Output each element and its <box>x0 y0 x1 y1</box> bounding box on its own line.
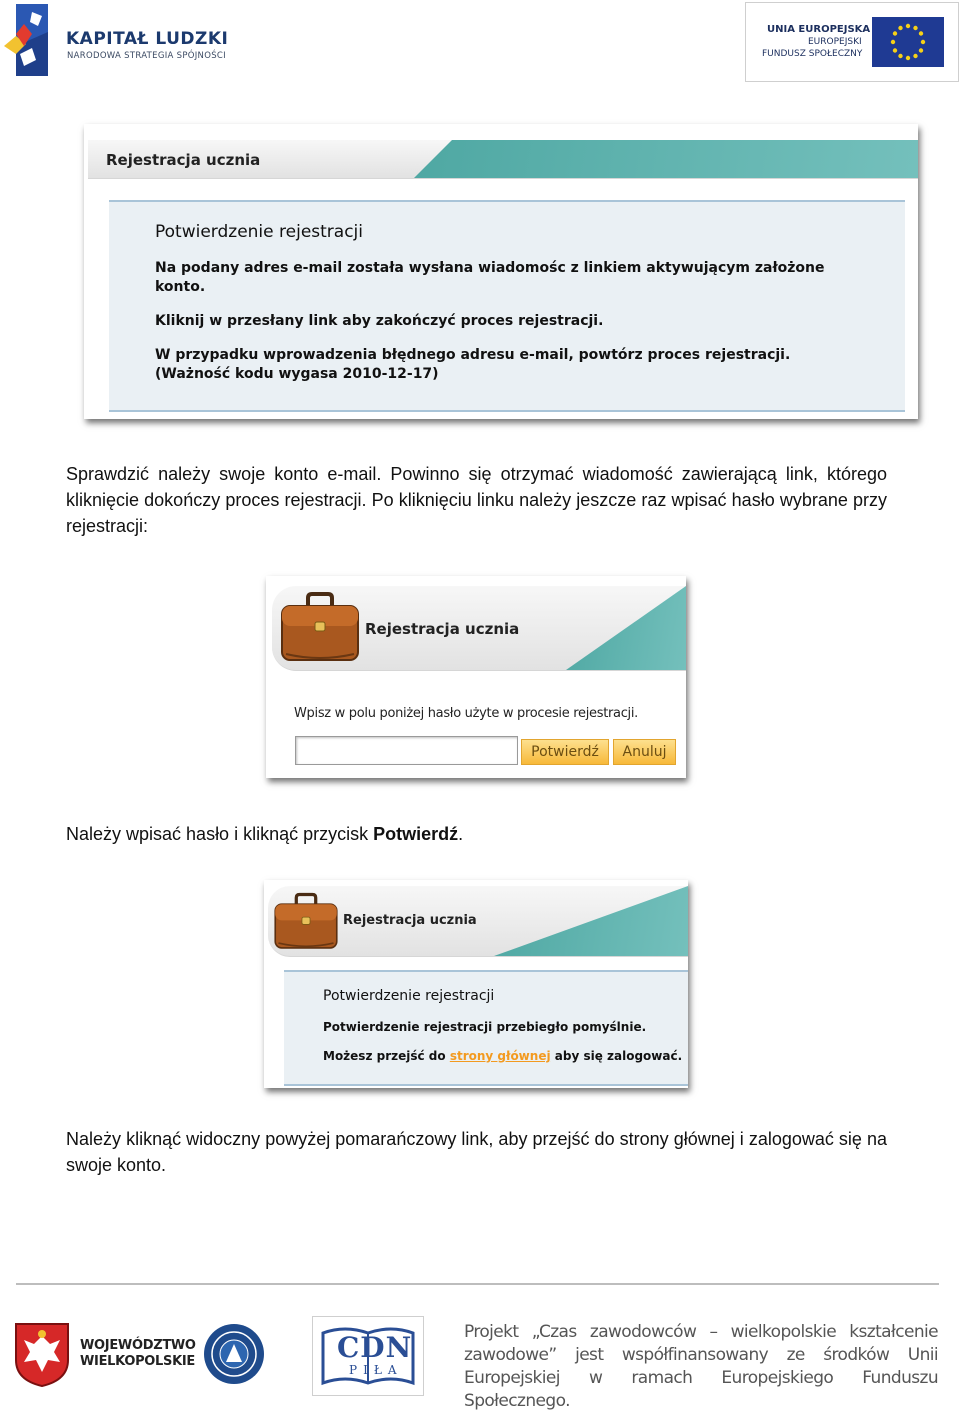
confirm-button[interactable]: Potwierdź <box>521 739 609 765</box>
success-heading: Potwierdzenie rejestracji <box>323 988 495 1004</box>
instruction-paragraph-3: Należy kliknąć widoczny powyżej pomarańczowy link, aby przejść do strony głównej i zalogować się na swoje konto. <box>66 1129 887 1175</box>
password-input[interactable] <box>295 736 518 765</box>
panel-header-title: Rejestracja ucznia <box>106 151 261 169</box>
success-line-2-pre: Możesz przejść do <box>323 1049 450 1063</box>
success-box <box>284 970 688 1086</box>
success-line-2 <box>323 1047 682 1066</box>
wielkopolska-line1: WOJEWÓDZTWO <box>80 1338 196 1353</box>
instruction-paragraph-1: Sprawdzić należy swoje konto e-mail. Powinno się otrzymać wiadomość zawierającą link, którego kliknięcie dokończy proces rejestracji. Po kliknięciu linku należy jeszcze raz wpisać hasło wybrane przy rejestracji: <box>66 464 887 536</box>
password-confirm-screenshot <box>266 576 686 778</box>
eu-line1: UNIA EUROPEJSKA <box>767 24 871 35</box>
kapital-ludzki-emblem-icon <box>2 2 52 78</box>
eu-line3: FUNDUSZ SPOŁECZNY <box>762 49 863 59</box>
registration-success-screenshot <box>264 880 688 1088</box>
cdn-pila-logo <box>312 1316 424 1396</box>
paragraph-2-text: Należy wpisać hasło i kliknąć przycisk <box>66 824 374 844</box>
confirmation-line-3: W przypadku wprowadzenia błędnego adresu e-mail, powtórz proces rejestracji. <box>155 347 791 363</box>
briefcase-icon <box>278 592 362 664</box>
briefcase-icon <box>272 892 340 952</box>
wielkopolska-logo <box>14 1320 196 1390</box>
eu-flag-icon <box>872 17 944 67</box>
cancel-button[interactable]: Anuluj <box>613 739 676 765</box>
success-line-1: Potwierdzenie rejestracji przebiegło pomyślnie. <box>323 1020 647 1034</box>
footer-divider <box>16 1283 939 1285</box>
panel-header-title: Rejestracja ucznia <box>343 913 477 928</box>
panel-header-accent <box>414 140 918 178</box>
cdn-label: CDN <box>337 1331 413 1364</box>
confirmation-line-1a: Na podany adres e-mail została wysłana wiadomośc z linkiem aktywującym założone <box>155 260 825 276</box>
confirmation-heading: Potwierdzenie rejestracji <box>155 222 364 242</box>
kapital-ludzki-subtitle: NARODOWA STRATEGIA SPÓJNOŚCI <box>67 51 226 61</box>
home-page-link[interactable]: strony głównej <box>449 1049 551 1063</box>
cdn-sub-label: PIŁA <box>349 1363 403 1377</box>
confirmation-box <box>109 200 905 412</box>
paragraph-2-end: . <box>458 824 464 844</box>
wielkopolska-line2: WIELKOPOLSKIE <box>80 1354 195 1369</box>
kapital-ludzki-logo <box>0 0 240 82</box>
wielkopolska-coat-of-arms-icon <box>14 1322 70 1388</box>
registration-pending-screenshot <box>84 124 918 419</box>
success-line-2-post: aby się zalogować. <box>550 1049 683 1063</box>
confirmation-line-1b: konto. <box>155 279 206 295</box>
paragraph-2-bold: Potwierdź <box>373 824 459 844</box>
confirmation-line-4: (Ważność kodu wygasa 2010-12-17) <box>155 366 439 382</box>
eu-logo <box>745 2 959 82</box>
panel-header-title: Rejestracja ucznia <box>365 620 520 638</box>
confirmation-line-2: Kliknij w przesłany link aby zakończyć proces rejestracji. <box>155 313 604 329</box>
kapital-ludzki-title: KAPITAŁ LUDZKI <box>66 29 229 49</box>
project-funding-note: Projekt „Czas zawodowców – wielkopolskie kształcenie zawodowe” jest współfinansowany ze środków Unii Europejskiej w ramach Europejskiego Funduszu Społecznego. <box>464 1322 938 1411</box>
eu-line2: EUROPEJSKI <box>808 37 862 47</box>
university-seal-icon <box>202 1322 266 1386</box>
instruction-paragraph-2 <box>66 821 463 847</box>
password-instruction: Wpisz w polu poniżej hasło użyte w procesie rejestracji. <box>294 706 639 721</box>
